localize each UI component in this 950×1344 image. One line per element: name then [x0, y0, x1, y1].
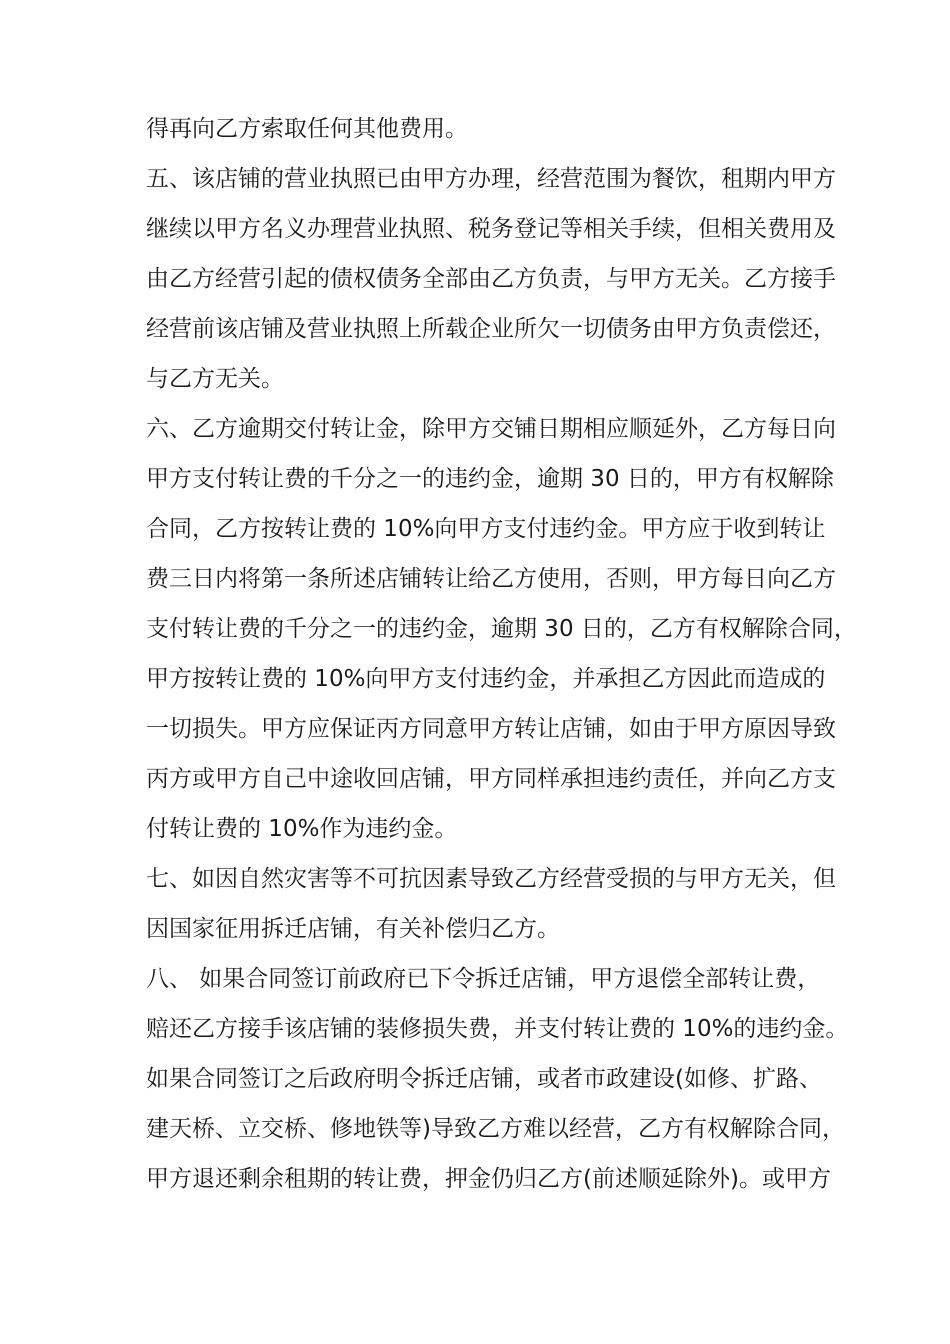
text-line-9: 合同，乙方按转让费的 10%向甲方支付违约金。甲方应于收到转让 [146, 516, 826, 542]
text-line-6: 与乙方无关。 [146, 366, 284, 392]
text-line-22: 甲方退还剩余租期的转让费，押金仍归乙方(前述顺延除外)。或甲方 [146, 1166, 831, 1192]
text-line-3: 继续以甲方名义办理营业执照、税务登记等相关手续，但相关费用及 [146, 216, 836, 242]
text-line-15: 付转让费的 10%作为违约金。 [146, 816, 458, 842]
text-line-5: 经营前该店铺及营业执照上所载企业所欠一切债务由甲方负责偿还， [146, 316, 836, 342]
text-line-18: 八、 如果合同签订前政府已下令拆迁店铺，甲方退偿全部转让费， [146, 966, 821, 992]
text-line-12: 甲方按转让费的 10%向甲方支付违约金，并承担乙方因此而造成的 [146, 666, 826, 692]
text-line-4: 由乙方经营引起的债权债务全部由乙方负责，与甲方无关。乙方接手 [146, 266, 836, 292]
text-line-20: 如果合同签订之后政府明令拆迁店铺，或者市政建设(如修、扩路、 [146, 1066, 822, 1092]
text-line-11: 支付转让费的千分之一的违约金，逾期 30 日的，乙方有权解除合同， [146, 616, 857, 642]
text-line-16: 七、如因自然灾害等不可抗因素导致乙方经营受损的与甲方无关，但 [146, 866, 836, 892]
text-line-17: 因国家征用拆迁店铺，有关补偿归乙方。 [146, 916, 560, 942]
text-line-21: 建天桥、立交桥、修地铁等)导致乙方难以经营，乙方有权解除合同， [146, 1116, 845, 1142]
text-line-14: 丙方或甲方自己中途收回店铺，甲方同样承担违约责任，并向乙方支 [146, 766, 836, 792]
text-line-1: 得再向乙方索取任何其他费用。 [146, 116, 468, 142]
text-line-10: 费三日内将第一条所述店铺转让给乙方使用，否则，甲方每日向乙方 [146, 566, 836, 592]
text-line-13: 一切损失。甲方应保证丙方同意甲方转让店铺，如由于甲方原因导致 [146, 716, 836, 742]
contract-text [146, 104, 857, 1204]
text-line-19: 赔还乙方接手该店铺的装修损失费，并支付转让费的 10%的违约金。 [146, 1016, 849, 1042]
text-line-2: 五、该店铺的营业执照已由甲方办理，经营范围为餐饮，租期内甲方 [146, 166, 836, 192]
text-line-8: 甲方支付转让费的千分之一的违约金，逾期 30 日的，甲方有权解除 [146, 466, 834, 492]
text-line-7: 六、乙方逾期交付转让金，除甲方交铺日期相应顺延外，乙方每日向 [146, 416, 836, 442]
